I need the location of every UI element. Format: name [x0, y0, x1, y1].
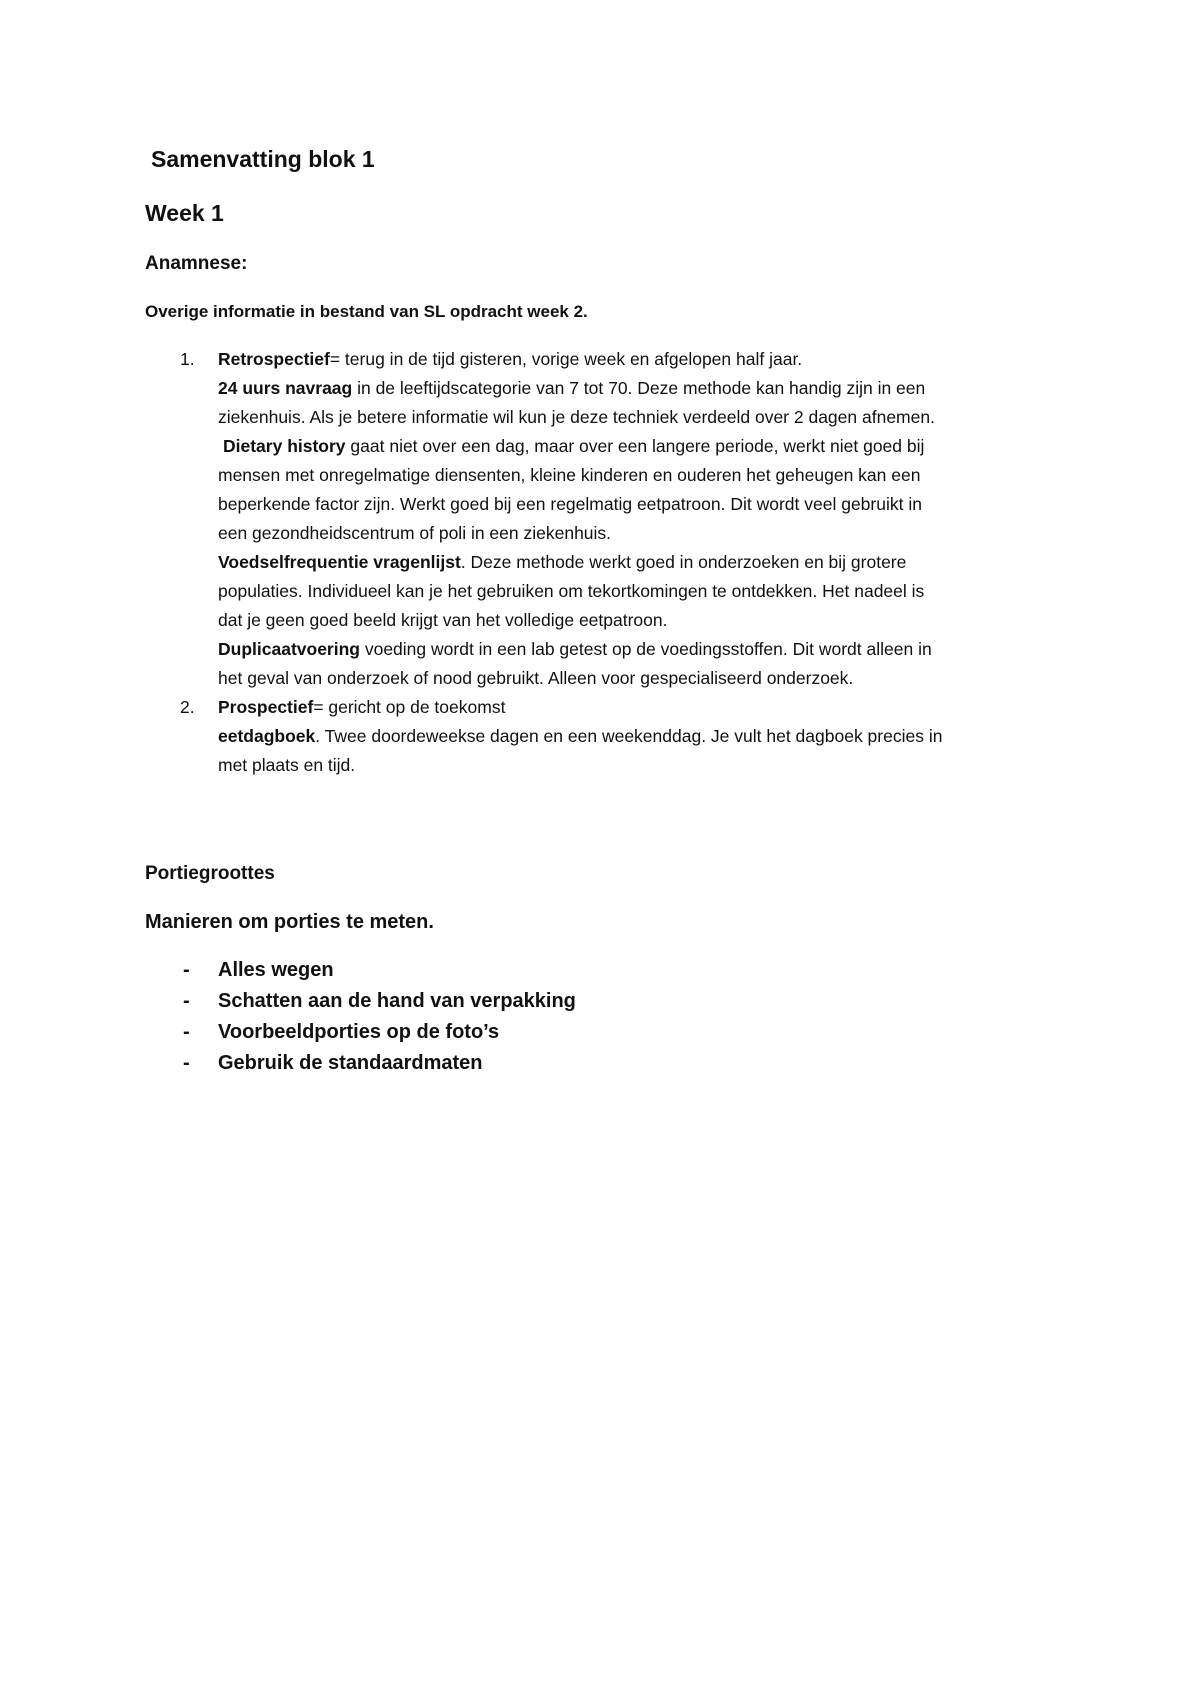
navraag-line-1 — [218, 378, 925, 399]
bullet-dash: - — [183, 1021, 190, 1043]
prospectief-line — [218, 697, 505, 718]
dietary-line-4: een gezondheidscentrum of poli in een ziekenhuis. — [218, 523, 612, 543]
bullet-item: Alles wegen — [218, 959, 334, 981]
retrospectief-text: = terug in de tijd gisteren, vorige week en afgelopen half jaar. — [329, 349, 803, 369]
dup-line-1 — [218, 639, 932, 660]
dup-term: Duplicaatvoering — [218, 639, 360, 659]
dietary-text: gaat niet over een dag, maar over een langere periode, werkt niet goed bij — [345, 436, 925, 456]
list-number-1: 1. — [180, 349, 195, 369]
retrospectief-term: Retrospectief — [218, 349, 330, 369]
vfv-line-2: populaties. Individueel kan je het gebruiken om tekortkomingen te ontdekken. Het nadeel is — [218, 581, 925, 601]
document-title: Samenvatting blok 1 — [151, 146, 375, 172]
dietary-line-1 — [223, 436, 924, 457]
overige-note: Overige informatie in bestand van SL opdracht week 2. — [145, 302, 588, 321]
eetdagboek-line-1 — [218, 726, 942, 747]
eetdagboek-term: eetdagboek — [218, 726, 316, 746]
eetdagboek-line-2: met plaats en tijd. — [218, 755, 356, 775]
dietary-line-2: mensen met onregelmatige diensenten, kleine kinderen en ouderen het geheugen kan een — [218, 465, 921, 485]
dup-text: voeding wordt in een lab getest op de voedingsstoffen. Dit wordt alleen in — [359, 639, 932, 659]
dietary-line-3: beperkende factor zijn. Werkt goed bij een regelmatig eetpatroon. Dit wordt veel gebruikt in — [218, 494, 922, 514]
dietary-term: Dietary history — [223, 436, 346, 456]
portiegroottes-heading: Portiegroottes — [145, 863, 275, 884]
bullet-item: Voorbeeldporties op de foto’s — [218, 1021, 500, 1043]
eetdagboek-text: . Twee doordeweekse dagen en een weekenddag. Je vult het dagboek precies in — [315, 726, 943, 746]
bullet-dash: - — [183, 990, 190, 1012]
bullet-dash: - — [183, 1052, 190, 1074]
bullet-dash: - — [183, 959, 190, 981]
retrospectief-line — [218, 349, 802, 370]
vfv-term: Voedselfrequentie vragenlijst — [218, 552, 461, 572]
vfv-line-1 — [218, 552, 906, 573]
prospectief-term: Prospectief — [218, 697, 314, 717]
navraag-line-2: ziekenhuis. Als je betere informatie wil kun je deze techniek verdeeld over 2 dagen afnemen. — [218, 407, 935, 427]
bullet-item: Gebruik de standaardmaten — [218, 1052, 483, 1074]
dup-line-2: het geval van onderzoek of nood gebruikt. Alleen voor gespecialiseerd onderzoek. — [218, 668, 854, 688]
vfv-line-3: dat je geen goed beeld krijgt van het volledige eetpatroon. — [218, 610, 668, 630]
prospectief-text: = gericht op de toekomst — [313, 697, 506, 717]
anamnese-heading: Anamnese: — [145, 253, 248, 274]
manieren-heading: Manieren om porties te meten. — [145, 911, 434, 933]
navraag-term: 24 uurs navraag — [218, 378, 353, 398]
bullet-item: Schatten aan de hand van verpakking — [218, 990, 576, 1012]
list-number-2: 2. — [180, 697, 195, 717]
navraag-text: in de leeftijdscategorie van 7 tot 70. Deze methode kan handig zijn in een — [352, 378, 926, 398]
vfv-text: . Deze methode werkt goed in onderzoeken en bij grotere — [460, 552, 907, 572]
week-heading: Week 1 — [145, 200, 224, 226]
